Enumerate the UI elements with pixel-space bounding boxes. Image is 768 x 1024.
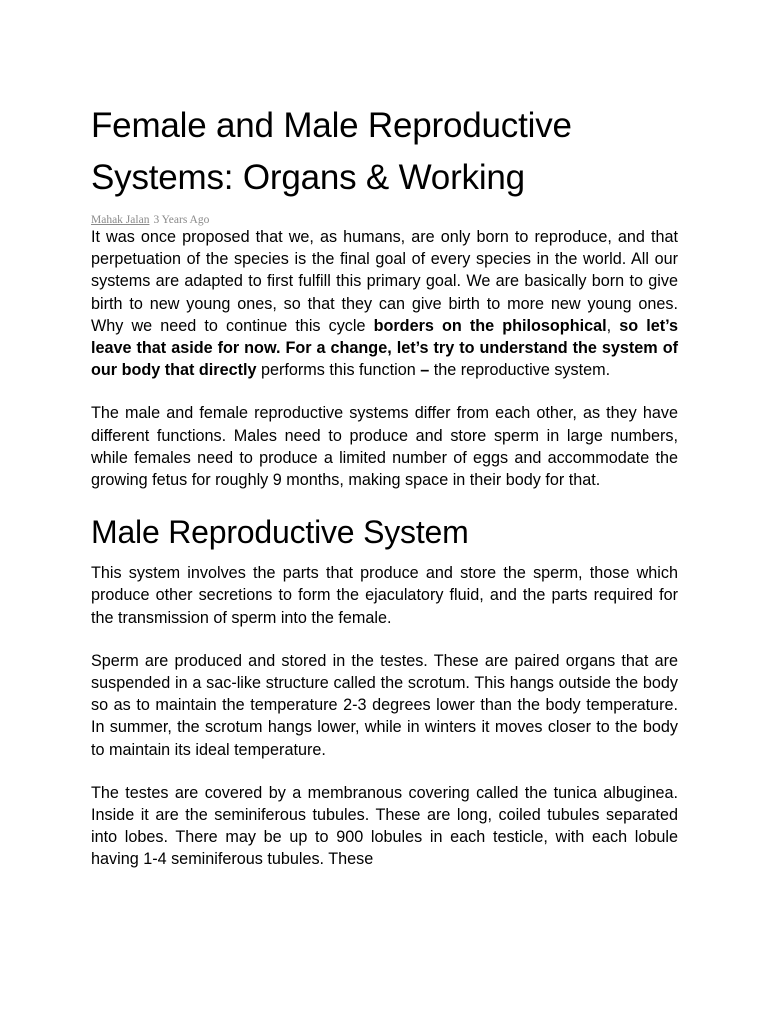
intro-text-a: It was once proposed that we, as humans, are only born to reproduce, and that perpetuation of the species is the final goal of every species in the world. All our systems are adapted to first fulfill this primary goal. We are basically born to give birth to new young ones, so that they can give birth to more new young ones. Why we need to continue this cycle (91, 228, 678, 335)
intro-text-d: the reproductive system. (429, 361, 611, 380)
byline (91, 214, 678, 226)
male-paragraph-1: This system involves the parts that produce and store the sperm, those which produce other secretions to form the ejaculatory fluid, and the parts required for the transmission of sperm into the female. (91, 564, 678, 627)
document-page (91, 100, 678, 871)
intro-paragraph-2: The male and female reproductive systems differ from each other, as they have different functions. Males need to produce and store sperm in large numbers, while females need to produce a limited number of eggs and accommodate the growing fetus for roughly 9 months, making space in their body for that. (91, 404, 678, 490)
publish-date: 3 Years Ago (153, 214, 210, 226)
intro-bold-a: borders on the philosophical (373, 316, 607, 335)
male-paragraph-2: Sperm are produced and stored in the testes. These are paired organs that are suspended in a sac-like structure called the scrotum. This hangs outside the body so as to maintain the temperature 2-3 degrees lower than the body temperature. In summer, the scrotum hangs lower, while in winters it moves closer to the body to maintain its ideal temperature. (91, 651, 678, 759)
intro-dash: – (420, 361, 430, 380)
author-link[interactable]: Mahak Jalan (91, 214, 150, 226)
intro-paragraph-1 (91, 226, 678, 381)
intro-text-b: , (606, 316, 620, 335)
section-heading-male: Male Reproductive System (91, 514, 469, 551)
male-paragraph-3: The testes are covered by a membranous covering called the tunica albuginea. Inside it are the seminiferous tubules. These are long, coiled tubules separated into lobes. There may be up to 900 lobules in each testicle, with each lobule having 1-4 seminiferous tubules. These (91, 783, 678, 869)
intro-bold-b: so let’s leave that aside for now. For a change, let’s try to understand the system of our body that directly (91, 316, 678, 380)
article-title: Female and Male Reproductive Systems: Organs & Working (91, 106, 572, 197)
intro-text-c: performs this function (256, 361, 421, 380)
